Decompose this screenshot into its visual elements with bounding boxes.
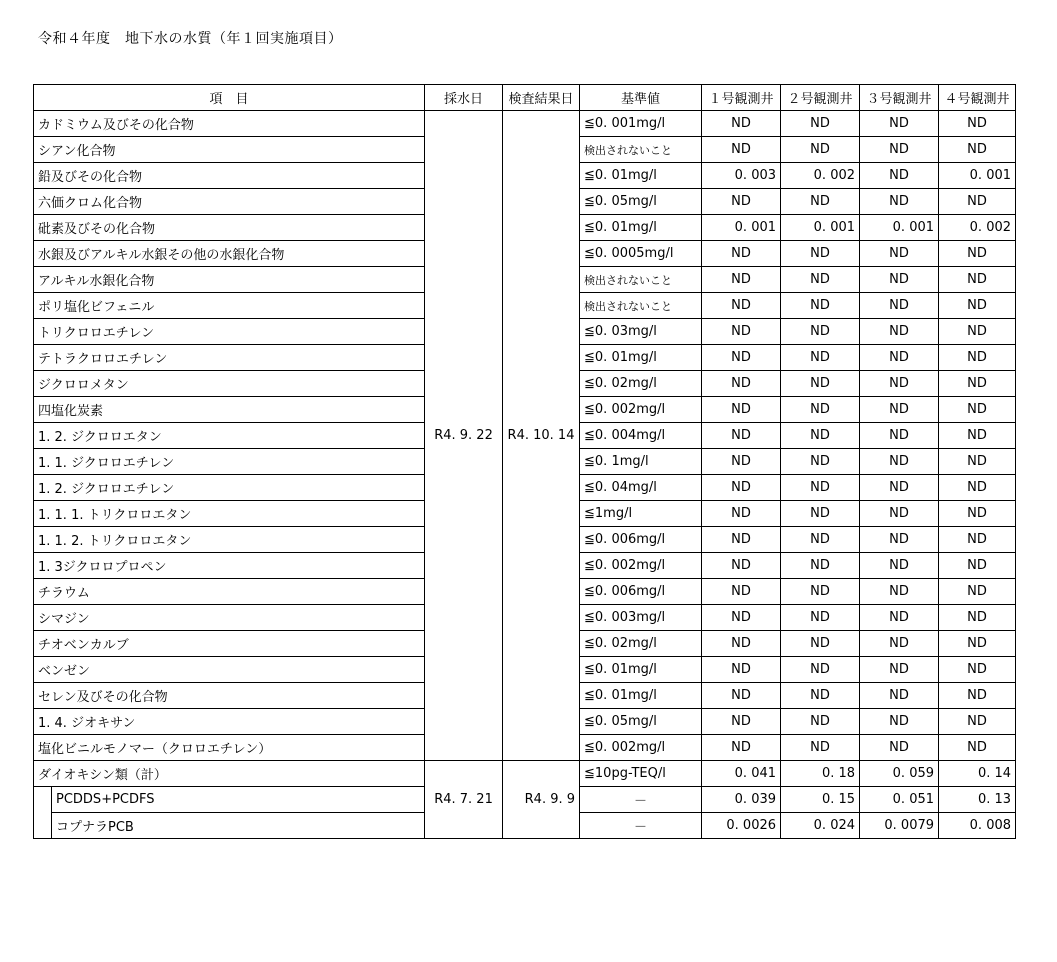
item-name: チラウム <box>34 579 425 605</box>
well-2-value: ND <box>781 475 860 501</box>
well-1-value: ND <box>702 683 781 709</box>
well-3-value: 0. 001 <box>860 215 939 241</box>
standard-value: ≦1mg/l <box>580 501 702 527</box>
well-2-value: ND <box>781 267 860 293</box>
standard-value: 検出されないこと <box>580 293 702 319</box>
header-row <box>34 85 1016 111</box>
item-name: 1. 2. ジクロロエチレン <box>34 475 425 501</box>
well-3-value: ND <box>860 163 939 189</box>
well-2-value: ND <box>781 735 860 761</box>
well-4-value: ND <box>939 371 1016 397</box>
well-4-value: ND <box>939 397 1016 423</box>
item-name: 四塩化炭素 <box>34 397 425 423</box>
item-name: 1. 1. 1. トリクロロエタン <box>34 501 425 527</box>
well-2-value: ND <box>781 423 860 449</box>
well-3-value: ND <box>860 449 939 475</box>
well-2-value: ND <box>781 241 860 267</box>
well-4-value: ND <box>939 709 1016 735</box>
well-1-value: ND <box>702 241 781 267</box>
well-4-value: 0. 14 <box>939 761 1016 787</box>
item-name: カドミウム及びその化合物 <box>34 111 425 137</box>
standard-value: ≦10pg-TEQ/l <box>580 761 702 787</box>
well-4-value: ND <box>939 683 1016 709</box>
standard-value: ≦0. 002mg/l <box>580 735 702 761</box>
well-2-value: ND <box>781 449 860 475</box>
header-well-4: ４号観測井 <box>939 85 1016 111</box>
well-2-value: ND <box>781 111 860 137</box>
item-name: 1. 3ジクロロプロペン <box>34 553 425 579</box>
table-row <box>34 761 1016 787</box>
well-1-value: ND <box>702 735 781 761</box>
well-1-value: ND <box>702 397 781 423</box>
well-2-value: ND <box>781 579 860 605</box>
well-1-value: 0. 003 <box>702 163 781 189</box>
well-3-value: ND <box>860 501 939 527</box>
well-2-value: 0. 002 <box>781 163 860 189</box>
well-1-value: ND <box>702 527 781 553</box>
item-name: 1. 4. ジオキサン <box>34 709 425 735</box>
standard-value: ≦0. 01mg/l <box>580 683 702 709</box>
standard-value: ≦0. 1mg/l <box>580 449 702 475</box>
well-3-value: ND <box>860 605 939 631</box>
item-name: ジクロロメタン <box>34 371 425 397</box>
well-1-value: ND <box>702 345 781 371</box>
well-4-value: ND <box>939 111 1016 137</box>
well-4-value: ND <box>939 449 1016 475</box>
well-2-value: ND <box>781 605 860 631</box>
table-row <box>34 111 1016 137</box>
header-item: 項 目 <box>34 85 425 111</box>
well-1-value: ND <box>702 501 781 527</box>
well-4-value: ND <box>939 267 1016 293</box>
header-well-2: ２号観測井 <box>781 85 860 111</box>
standard-value: ≦0. 002mg/l <box>580 397 702 423</box>
well-3-value: ND <box>860 137 939 163</box>
standard-value: ≦0. 03mg/l <box>580 319 702 345</box>
well-4-value: ND <box>939 423 1016 449</box>
well-3-value: ND <box>860 397 939 423</box>
well-2-value: ND <box>781 189 860 215</box>
well-1-value: 0. 0026 <box>702 813 781 839</box>
item-name: テトラクロロエチレン <box>34 345 425 371</box>
well-3-value: 0. 059 <box>860 761 939 787</box>
standard-value: ≦0. 002mg/l <box>580 553 702 579</box>
well-1-value: ND <box>702 371 781 397</box>
well-1-value: ND <box>702 631 781 657</box>
well-4-value: ND <box>939 553 1016 579</box>
item-name: コプナラPCB <box>52 813 425 839</box>
well-2-value: ND <box>781 553 860 579</box>
well-2-value: 0. 024 <box>781 813 860 839</box>
well-1-value: ND <box>702 553 781 579</box>
item-name: 水銀及びアルキル水銀その他の水銀化合物 <box>34 241 425 267</box>
well-3-value: 0. 0079 <box>860 813 939 839</box>
standard-value: ≦0. 04mg/l <box>580 475 702 501</box>
item-name: シアン化合物 <box>34 137 425 163</box>
well-3-value: ND <box>860 293 939 319</box>
item-name: チオベンカルブ <box>34 631 425 657</box>
well-1-value: 0. 001 <box>702 215 781 241</box>
well-3-value: ND <box>860 579 939 605</box>
well-3-value: ND <box>860 189 939 215</box>
well-2-value: 0. 18 <box>781 761 860 787</box>
well-4-value: 0. 001 <box>939 163 1016 189</box>
well-1-value: ND <box>702 267 781 293</box>
standard-value: 検出されないこと <box>580 267 702 293</box>
standard-value: ≦0. 006mg/l <box>580 579 702 605</box>
header-well-1: １号観測井 <box>702 85 781 111</box>
well-4-value: ND <box>939 345 1016 371</box>
well-1-value: ND <box>702 189 781 215</box>
item-name: 六価クロム化合物 <box>34 189 425 215</box>
indent-spacer <box>34 787 52 839</box>
well-2-value: ND <box>781 397 860 423</box>
well-2-value: ND <box>781 683 860 709</box>
standard-value: ≦0. 01mg/l <box>580 163 702 189</box>
header-standard: 基準値 <box>580 85 702 111</box>
well-3-value: ND <box>860 527 939 553</box>
well-1-value: ND <box>702 579 781 605</box>
item-name: 鉛及びその化合物 <box>34 163 425 189</box>
well-3-value: ND <box>860 267 939 293</box>
well-4-value: ND <box>939 501 1016 527</box>
well-2-value: ND <box>781 345 860 371</box>
item-name: トリクロロエチレン <box>34 319 425 345</box>
standard-value: ≦0. 004mg/l <box>580 423 702 449</box>
standard-value: ≦0. 05mg/l <box>580 189 702 215</box>
well-3-value: ND <box>860 657 939 683</box>
well-3-value: ND <box>860 709 939 735</box>
well-4-value: ND <box>939 293 1016 319</box>
standard-value: ≦0. 0005mg/l <box>580 241 702 267</box>
well-4-value: 0. 13 <box>939 787 1016 813</box>
item-name: 砒素及びその化合物 <box>34 215 425 241</box>
well-1-value: ND <box>702 319 781 345</box>
well-1-value: ND <box>702 657 781 683</box>
standard-value: ≦0. 01mg/l <box>580 215 702 241</box>
well-2-value: ND <box>781 501 860 527</box>
well-4-value: 0. 002 <box>939 215 1016 241</box>
result-date: R4. 9. 9 <box>503 761 580 839</box>
item-name: 1. 1. 2. トリクロロエタン <box>34 527 425 553</box>
well-2-value: ND <box>781 709 860 735</box>
well-4-value: ND <box>939 241 1016 267</box>
standard-value: ≦0. 02mg/l <box>580 631 702 657</box>
well-1-value: ND <box>702 605 781 631</box>
well-4-value: ND <box>939 631 1016 657</box>
well-2-value: ND <box>781 293 860 319</box>
item-name: ベンゼン <box>34 657 425 683</box>
well-1-value: ND <box>702 449 781 475</box>
item-name: 1. 2. ジクロロエタン <box>34 423 425 449</box>
well-2-value: ND <box>781 631 860 657</box>
sampling-date: R4. 9. 22 <box>425 111 503 761</box>
item-name: 1. 1. ジクロロエチレン <box>34 449 425 475</box>
well-1-value: ND <box>702 111 781 137</box>
well-3-value: ND <box>860 735 939 761</box>
header-sampling-date: 採水日 <box>425 85 503 111</box>
well-3-value: ND <box>860 475 939 501</box>
item-name: セレン及びその化合物 <box>34 683 425 709</box>
well-1-value: ND <box>702 137 781 163</box>
well-2-value: 0. 001 <box>781 215 860 241</box>
well-4-value: ND <box>939 735 1016 761</box>
item-name: ポリ塩化ビフェニル <box>34 293 425 319</box>
well-3-value: ND <box>860 423 939 449</box>
well-1-value: ND <box>702 475 781 501</box>
well-3-value: ND <box>860 241 939 267</box>
well-4-value: ND <box>939 137 1016 163</box>
well-2-value: ND <box>781 137 860 163</box>
well-1-value: 0. 039 <box>702 787 781 813</box>
result-date: R4. 10. 14 <box>503 111 580 761</box>
item-name: ダイオキシン類（計） <box>34 761 425 787</box>
well-3-value: ND <box>860 631 939 657</box>
well-4-value: ND <box>939 319 1016 345</box>
standard-value: ≦0. 001mg/l <box>580 111 702 137</box>
page-title: 令和４年度 地下水の水質（年１回実施項目） <box>38 31 343 47</box>
item-name: 塩化ビニルモノマー（クロロエチレン） <box>34 735 425 761</box>
item-name: アルキル水銀化合物 <box>34 267 425 293</box>
item-name: PCDDS+PCDFS <box>52 787 425 813</box>
well-3-value: ND <box>860 111 939 137</box>
well-4-value: ND <box>939 605 1016 631</box>
item-name: シマジン <box>34 605 425 631</box>
well-3-value: 0. 051 <box>860 787 939 813</box>
standard-value: ≦0. 003mg/l <box>580 605 702 631</box>
header-result-date: 検査結果日 <box>503 85 580 111</box>
standard-value: 検出されないこと <box>580 137 702 163</box>
well-4-value: ND <box>939 579 1016 605</box>
well-1-value: ND <box>702 709 781 735</box>
well-1-value: ND <box>702 423 781 449</box>
well-3-value: ND <box>860 683 939 709</box>
standard-value: ≦0. 01mg/l <box>580 345 702 371</box>
well-1-value: ND <box>702 293 781 319</box>
standard-value: － <box>580 813 702 839</box>
well-2-value: ND <box>781 371 860 397</box>
standard-value: ≦0. 006mg/l <box>580 527 702 553</box>
well-4-value: ND <box>939 475 1016 501</box>
well-1-value: 0. 041 <box>702 761 781 787</box>
well-2-value: 0. 15 <box>781 787 860 813</box>
well-2-value: ND <box>781 527 860 553</box>
well-3-value: ND <box>860 371 939 397</box>
header-well-3: ３号観測井 <box>860 85 939 111</box>
well-3-value: ND <box>860 553 939 579</box>
well-3-value: ND <box>860 345 939 371</box>
water-quality-table <box>33 84 1016 839</box>
well-4-value: 0. 008 <box>939 813 1016 839</box>
standard-value: ≦0. 02mg/l <box>580 371 702 397</box>
well-2-value: ND <box>781 657 860 683</box>
standard-value: ≦0. 05mg/l <box>580 709 702 735</box>
well-2-value: ND <box>781 319 860 345</box>
well-3-value: ND <box>860 319 939 345</box>
standard-value: － <box>580 787 702 813</box>
sampling-date: R4. 7. 21 <box>425 761 503 839</box>
well-4-value: ND <box>939 189 1016 215</box>
well-4-value: ND <box>939 527 1016 553</box>
standard-value: ≦0. 01mg/l <box>580 657 702 683</box>
well-4-value: ND <box>939 657 1016 683</box>
